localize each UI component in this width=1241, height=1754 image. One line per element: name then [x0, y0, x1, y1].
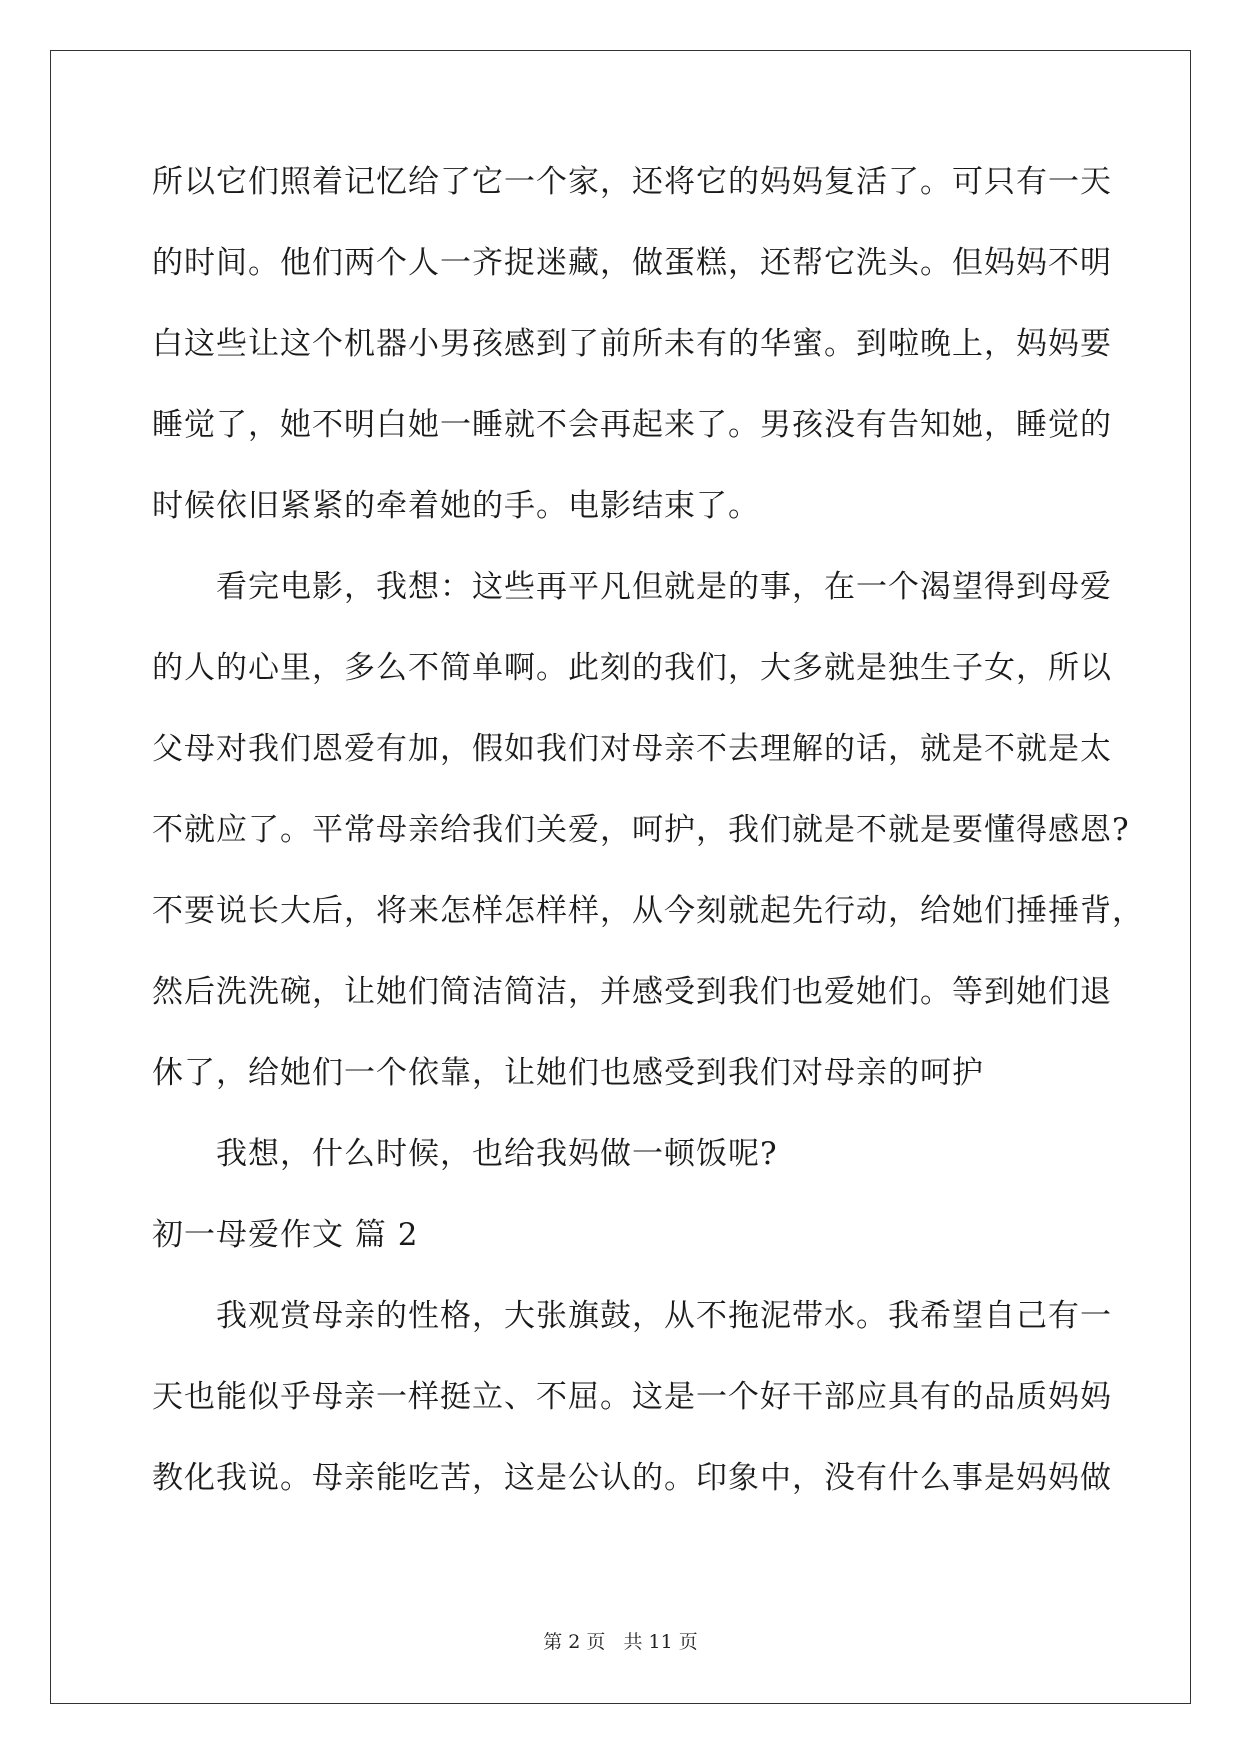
paragraph-line: 我想，什么时候，也给我妈做一顿饭呢? [216, 1136, 778, 1172]
paragraph-line: 休了，给她们一个依靠，让她们也感受到我们对母亲的呵护 [152, 1055, 984, 1091]
section-heading: 初一母爱作文 篇 2 [152, 1217, 419, 1253]
paragraph-line: 的人的心里，多么不简单啊。此刻的我们，大多就是独生子女，所以 [152, 650, 1112, 686]
paragraph-line: 的时间。他们两个人一齐捉迷藏，做蛋糕，还帮它洗头。但妈妈不明 [152, 245, 1112, 281]
paragraph-line: 父母对我们恩爱有加，假如我们对母亲不去理解的话，就是不就是太 [152, 731, 1112, 767]
paragraph-line: 时候依旧紧紧的牵着她的手。电影结束了。 [152, 488, 760, 524]
paragraph-line: 教化我说。母亲能吃苦，这是公认的。印象中，没有什么事是妈妈做 [152, 1460, 1112, 1496]
paragraph-line: 我观赏母亲的性格，大张旗鼓，从不拖泥带水。我希望自己有一 [216, 1298, 1112, 1334]
page-frame [50, 50, 1191, 1704]
paragraph-line: 不要说长大后，将来怎样怎样样，从今刻就起先行动，给她们捶捶背， [152, 893, 1144, 929]
paragraph-line: 不就应了。平常母亲给我们关爱，呵护，我们就是不就是要懂得感恩? [152, 812, 1130, 848]
page-total: 共 11 页 [623, 1631, 698, 1653]
paragraph-line: 然后洗洗碗，让她们简洁简洁，并感受到我们也爱她们。等到她们退 [152, 974, 1112, 1010]
paragraph-line: 看完电影，我想：这些再平凡但就是的事，在一个渴望得到母爱 [216, 569, 1112, 605]
paragraph-line: 所以它们照着记忆给了它一个家，还将它的妈妈复活了。可只有一天 [152, 164, 1112, 200]
paragraph-line: 天也能似乎母亲一样挺立、不屈。这是一个好干部应具有的品质妈妈 [152, 1379, 1112, 1415]
page-footer [0, 1627, 1241, 1654]
page-number: 第 2 页 [543, 1631, 606, 1653]
paragraph-line: 白这些让这个机器小男孩感到了前所未有的华蜜。到啦晚上，妈妈要 [152, 326, 1112, 362]
paragraph-line: 睡觉了，她不明白她一睡就不会再起来了。男孩没有告知她，睡觉的 [152, 407, 1112, 443]
